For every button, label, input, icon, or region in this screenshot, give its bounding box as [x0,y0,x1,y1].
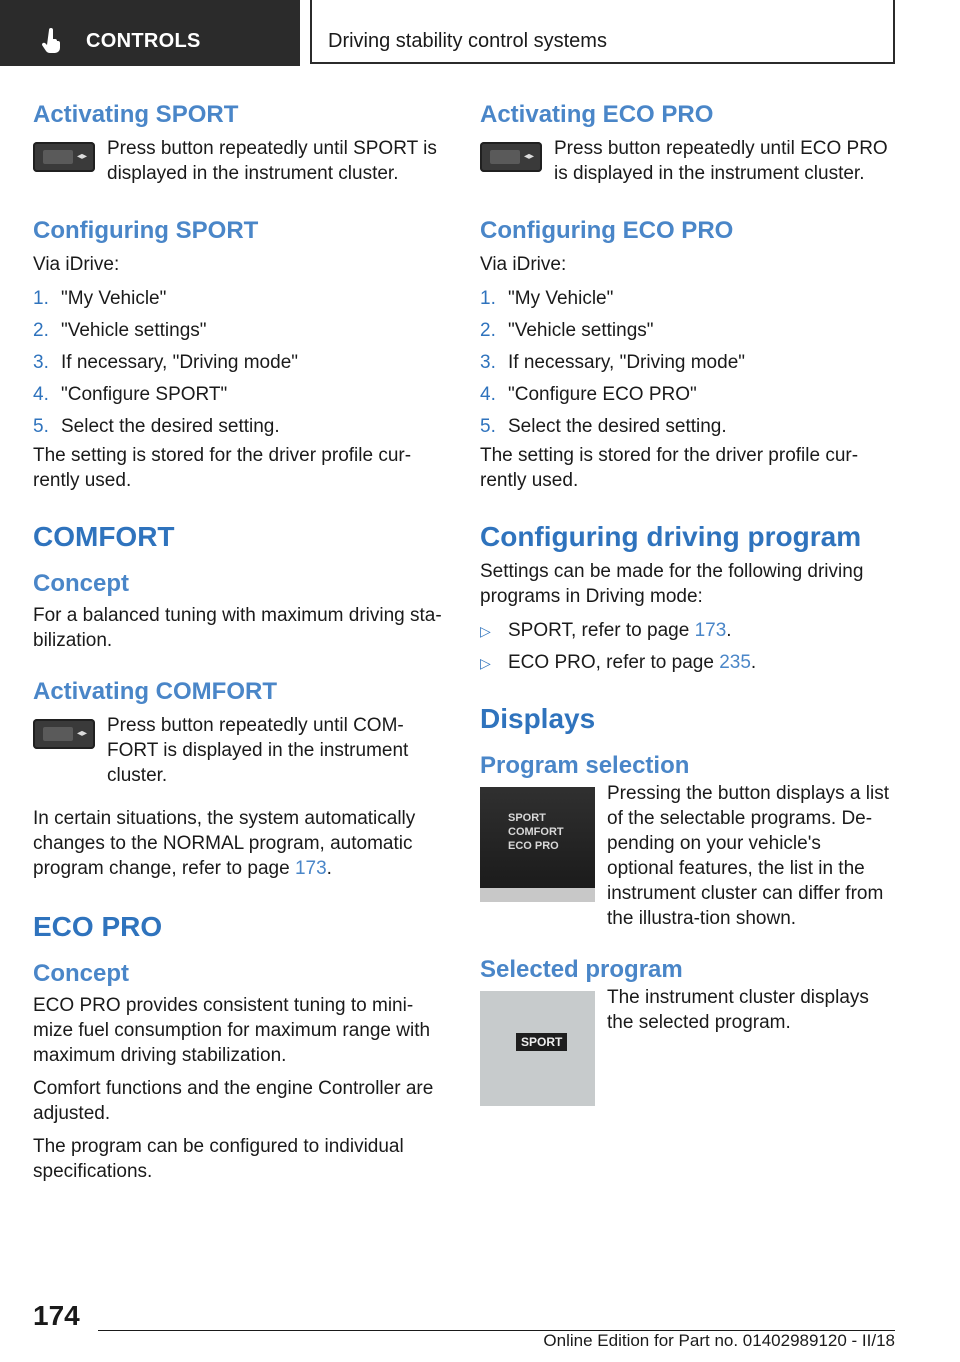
left-column [33,100,443,1184]
driving-experience-button-icon: ◂▸ [480,142,542,172]
list-item: 2. "Vehicle settings" [33,320,207,341]
page-number: 174 [33,1300,80,1331]
program-selection-block [480,781,890,931]
chapter-title-box [310,0,895,64]
eco-concept-text-2: Comfort functions and the engine Controller are adjusted. [33,1078,434,1124]
list-item: 1. "My Vehicle" [33,288,167,309]
eco-setting-note: The setting is stored for the driver profile cur-rently used. [480,445,859,491]
eco-concept-text-3: The program can be configured to individual specifications. [33,1136,404,1182]
list-item: 3. If necessary, "Driving mode" [480,352,745,373]
list-item: ▷ SPORT, refer to page 173. [480,615,890,647]
list-item: 2. "Vehicle settings" [480,320,654,341]
heading-activating-comfort: Activating COMFORT [33,678,277,705]
eco-concept-text-1: ECO PRO provides consistent tuning to mini-mize fuel consumption for maximum range with maximum driving stabilization. [33,995,431,1066]
driving-experience-button-icon: ◂▸ [33,719,95,749]
triangle-bullet-icon: ▷ [480,655,491,671]
list-item: 5. Select the desired setting. [33,416,280,437]
sport-setting-note: The setting is stored for the driver profile cur-rently used. [33,445,412,491]
list-item: 4. "Configure ECO PRO" [480,384,697,405]
activating-eco-block [480,136,890,186]
activating-comfort-text: Press button repeatedly until COM-FORT is displayed in the instrument cluster. [107,715,409,786]
via-idrive-text: Via iDrive: [480,254,567,275]
configuring-program-text: Settings can be made for the following driving programs in Driving mode: [480,561,864,607]
heading-activating-sport: Activating SPORT [33,101,239,128]
heading-configuring-sport: Configuring SPORT [33,217,259,244]
section-label: CONTROLS [86,30,201,52]
via-idrive-text: Via iDrive: [33,254,120,275]
heading-configuring-eco-pro: Configuring ECO PRO [480,217,734,244]
list-item: 5. Select the desired setting. [480,416,727,437]
list-item: ▷ ECO PRO, refer to page 235. [480,647,890,679]
list-item: 1. "My Vehicle" [480,288,614,309]
activating-comfort-block [33,713,443,788]
selected-program-block [480,985,890,1112]
heading-comfort: COMFORT [33,521,175,552]
hand-pointer-icon [40,28,64,54]
program-list [480,615,890,679]
program-selection-image: SPORT COMFORT ECO PRO [480,787,595,902]
configure-sport-steps [33,283,443,443]
driving-experience-button-icon: ◂▸ [33,142,95,172]
right-column [480,100,890,1112]
edition-info: Online Edition for Part no. 01402989120 - II/18 [543,1331,895,1350]
selected-program-image: SPORT [480,991,595,1106]
comfort-concept-text: For a balanced tuning with maximum driving sta-bilization. [33,605,442,651]
heading-displays: Displays [480,703,596,734]
list-item: 3. If necessary, "Driving mode" [33,352,298,373]
page-link[interactable]: 235 [719,652,751,673]
heading-selected-program: Selected program [480,956,683,983]
activating-eco-text: Press button repeatedly until ECO PRO is displayed in the instrument cluster. [554,138,888,184]
activating-sport-text: Press button repeatedly until SPORT is displayed in the instrument cluster. [107,138,437,184]
triangle-bullet-icon: ▷ [480,623,491,639]
selected-program-text: The instrument cluster displays the selected program. [607,987,869,1033]
configure-eco-steps [480,283,890,443]
list-item: 4. "Configure SPORT" [33,384,228,405]
heading-program-selection: Program selection [480,752,690,779]
heading-configuring-driving-program: Configuring driving program [480,521,862,552]
chapter-title: Driving stability control systems [328,30,607,52]
normal-program-text: In certain situations, the system automatically changes to the NORMAL program, automatic program change, refer to page 173. [33,808,416,879]
heading-activating-eco-pro: Activating ECO PRO [480,101,714,128]
section-tab [0,0,300,66]
heading-comfort-concept: Concept [33,570,129,597]
heading-eco-concept: Concept [33,960,129,987]
program-selection-text: Pressing the button displays a list of the selectable programs. De-pending on your vehicle's optional features, the list in the instrument cluster can differ from the illustra-tion shown. [607,783,889,929]
page-link[interactable]: 173 [694,620,727,641]
heading-eco-pro: ECO PRO [33,911,163,942]
page-link[interactable]: 173 [294,858,327,879]
activating-sport-block [33,136,443,186]
